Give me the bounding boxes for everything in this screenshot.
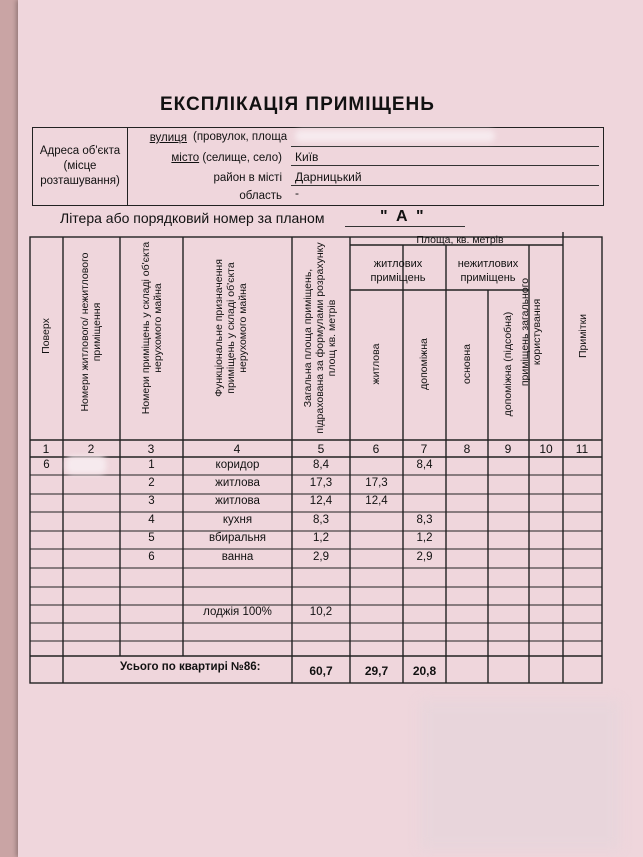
- room-total-area: 8,4: [313, 459, 329, 471]
- room-total-area: 2,9: [313, 551, 329, 563]
- room-auxiliary-area: 1,2: [416, 532, 433, 544]
- room-purpose: коридор: [215, 459, 260, 471]
- header-room-number: Номери приміщень у складі об'єкта нерухомого майна: [140, 241, 164, 415]
- litera-label: Літера або порядковий номер за планом: [60, 210, 325, 226]
- blurred-corner: [420, 700, 620, 850]
- column-number: 2: [87, 442, 95, 456]
- room-total-area: 1,2: [313, 532, 329, 544]
- column-number: 9: [504, 442, 512, 456]
- totals-auxiliary-area: 20,8: [412, 664, 437, 678]
- room-purpose: житлова: [215, 477, 260, 489]
- header-purpose: Функціональне призначення приміщень у складі об'єкта нерухомого майна: [213, 259, 249, 397]
- loggia-total: 10,2: [309, 606, 333, 618]
- header-auxiliary-utility: допоміжна (підсобна): [502, 311, 514, 417]
- document-title: ЕКСПЛІКАЦІЯ ПРИМІЩЕНЬ: [160, 94, 435, 115]
- room-auxiliary-area: 2,9: [416, 551, 433, 563]
- column-number: 7: [420, 442, 428, 456]
- district-value: Дарницький: [295, 170, 362, 184]
- totals-total-area: 60,7: [309, 664, 333, 678]
- header-apartment-number: Номери житлового/ нежитлового приміщення: [79, 252, 103, 412]
- address-left-label: Адреса об'єкта (місце розташування): [33, 128, 128, 205]
- column-number: 10: [539, 442, 553, 456]
- header-area-group: Площа, кв. метрів: [416, 234, 504, 246]
- room-auxiliary-area: 8,3: [416, 514, 433, 526]
- district-label: район в місті: [213, 172, 282, 184]
- region-value: -: [295, 186, 299, 200]
- column-number: 3: [147, 442, 155, 456]
- room-purpose: житлова: [215, 495, 260, 507]
- room-number: 6: [148, 551, 155, 563]
- header-living-group: житлових приміщень: [370, 258, 426, 284]
- totals-living-area: 29,7: [364, 664, 389, 678]
- room-living-area: 17,3: [365, 477, 388, 489]
- header-living: житлова: [370, 343, 382, 385]
- room-number: 3: [148, 495, 155, 507]
- column-number: 11: [575, 442, 589, 456]
- header-total-area: Загальна площа приміщень, підрахована за формулами розрахунку площ кв. метрів: [302, 242, 338, 434]
- room-number: 5: [148, 532, 155, 544]
- header-floor: Поверх: [40, 318, 52, 354]
- room-total-area: 12,4: [309, 495, 333, 507]
- column-number: 6: [372, 442, 380, 456]
- header-notes: Примітки: [577, 313, 589, 359]
- room-number: 1: [148, 459, 155, 471]
- totals-label: Усього по квартирі №86:: [120, 661, 261, 673]
- loggia-purpose: лоджія 100%: [203, 606, 272, 618]
- header-common-use: приміщень загального користування: [519, 277, 543, 387]
- room-number: 2: [148, 477, 155, 489]
- room-total-area: 17,3: [309, 477, 333, 489]
- column-number: 5: [317, 442, 325, 456]
- street-hint: (провулок, площа: [193, 131, 288, 143]
- room-purpose: ванна: [221, 551, 254, 563]
- litera-value: " А ": [380, 208, 426, 225]
- region-label: область: [239, 190, 282, 202]
- city-label: місто (селище, село): [171, 152, 282, 164]
- room-total-area: 8,3: [313, 514, 329, 526]
- column-number: 8: [463, 442, 471, 456]
- header-nonliving-group: нежитлових приміщень: [457, 258, 519, 284]
- street-label: вулиця: [149, 132, 187, 144]
- redacted-apartment-number: [66, 456, 106, 474]
- header-auxiliary: допоміжна: [418, 338, 430, 390]
- room-number: 4: [148, 514, 155, 526]
- header-main: основна: [461, 344, 473, 384]
- room-living-area: 12,4: [365, 495, 388, 507]
- room-purpose: вбиральня: [208, 532, 267, 544]
- room-purpose: кухня: [222, 514, 253, 526]
- city-value: Київ: [295, 150, 319, 164]
- column-number: 1: [42, 442, 50, 456]
- floor-value: 6: [43, 459, 50, 471]
- column-number: 4: [233, 442, 241, 456]
- room-auxiliary-area: 8,4: [416, 459, 433, 471]
